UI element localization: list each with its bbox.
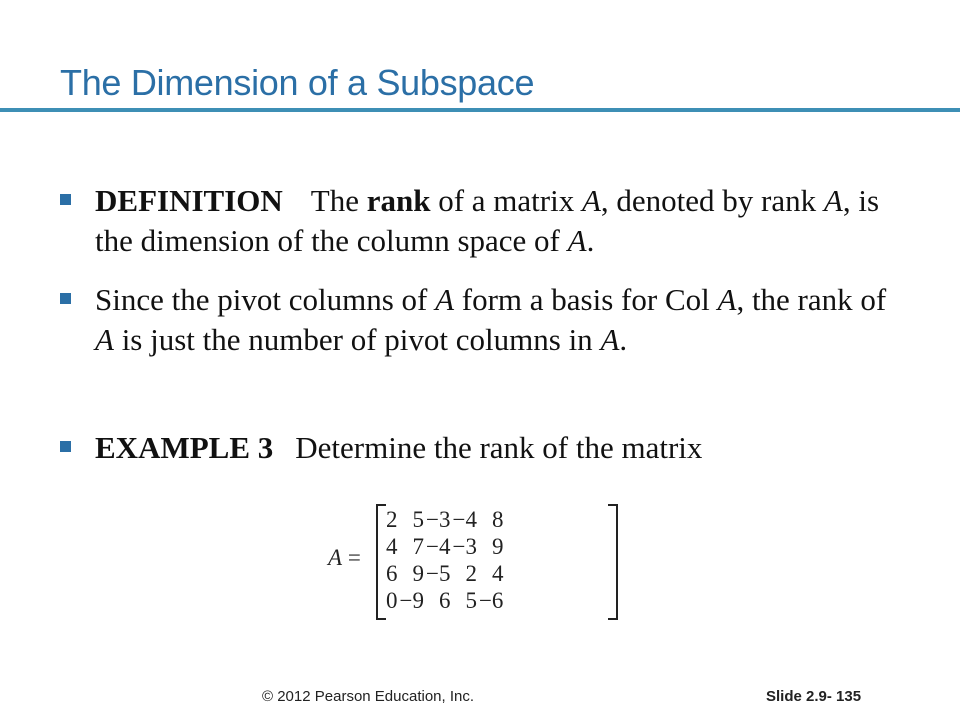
matrix-cell: 2 (386, 507, 398, 532)
pivot-var-4: A (600, 322, 620, 357)
pivot-text-3: , the rank of (736, 282, 887, 317)
definition-var-2: A (823, 183, 843, 218)
matrix-row (386, 560, 505, 587)
matrix-cell: 5 (465, 588, 477, 613)
title-underline (0, 108, 960, 112)
rank-term: rank (366, 183, 431, 218)
matrix-name: A (328, 545, 343, 570)
matrix-cell: −6 (478, 588, 504, 613)
matrix-row (386, 506, 505, 533)
definition-text-4: , is the dimension of the column space of (95, 183, 880, 258)
matrix-cell: −3 (452, 534, 477, 559)
definition-keyword: DEFINITION (95, 183, 283, 218)
matrix-cell: −9 (399, 588, 424, 613)
matrix-cell: 2 (465, 561, 477, 586)
matrix-cell: −3 (425, 507, 451, 532)
matrix-cell: 6 (386, 561, 398, 586)
example-text: Determine the rank of the matrix (295, 430, 703, 465)
matrix-row (386, 587, 505, 614)
right-bracket (608, 504, 618, 620)
bullet-definition (60, 181, 900, 261)
pivot-text-4: is just the number of pivot columns in (113, 322, 601, 357)
matrix-cell: 4 (491, 561, 504, 586)
matrix-cell: 5 (412, 507, 424, 532)
matrix-entries (386, 506, 505, 614)
example-keyword: EXAMPLE 3 (95, 430, 274, 465)
bullet-example (60, 428, 900, 468)
matrix-cell: −4 (452, 507, 477, 532)
matrix-cell: 7 (412, 534, 424, 559)
definition-text-2: of a matrix (430, 183, 582, 218)
definition-var-1: A (581, 183, 601, 218)
pivot-var-1: A (435, 282, 455, 317)
matrix-cell: 9 (412, 561, 424, 586)
pivot-var-2: A (717, 282, 737, 317)
square-bullet-icon (60, 194, 71, 205)
definition-text-1: The (310, 183, 367, 218)
bullet-pivot-text (95, 280, 900, 360)
pivot-text-1: Since the pivot columns of (95, 282, 436, 317)
definition-text-3: , denoted by rank (600, 183, 824, 218)
matrix-cell: 9 (491, 534, 504, 559)
matrix-cell: 0 (386, 588, 398, 613)
square-bullet-icon (60, 293, 71, 304)
pivot-text-2: form a basis for Col (454, 282, 718, 317)
pivot-text-5: . (619, 322, 628, 357)
matrix-cell: −5 (425, 561, 451, 586)
square-bullet-icon (60, 441, 71, 452)
footer-slide-number: Slide 2.9- 135 (766, 688, 862, 705)
definition-var-3: A (567, 223, 587, 258)
definition-text-5: . (586, 223, 595, 258)
pivot-var-3: A (95, 322, 114, 357)
left-bracket (376, 504, 386, 620)
footer-copyright: © 2012 Pearson Education, Inc. (262, 688, 475, 705)
matrix-cell: 4 (386, 534, 398, 559)
bullet-pivot (60, 280, 900, 360)
bullet-example-text (95, 428, 900, 468)
matrix-row (386, 533, 505, 560)
matrix-equals: = (342, 545, 361, 570)
matrix-cell: 8 (491, 507, 504, 532)
slide-title: The Dimension of a Subspace (60, 62, 535, 103)
matrix-lhs (328, 545, 361, 571)
bullet-definition-text (95, 181, 900, 261)
matrix-cell: 6 (438, 588, 451, 613)
matrix-cell: −4 (425, 534, 451, 559)
